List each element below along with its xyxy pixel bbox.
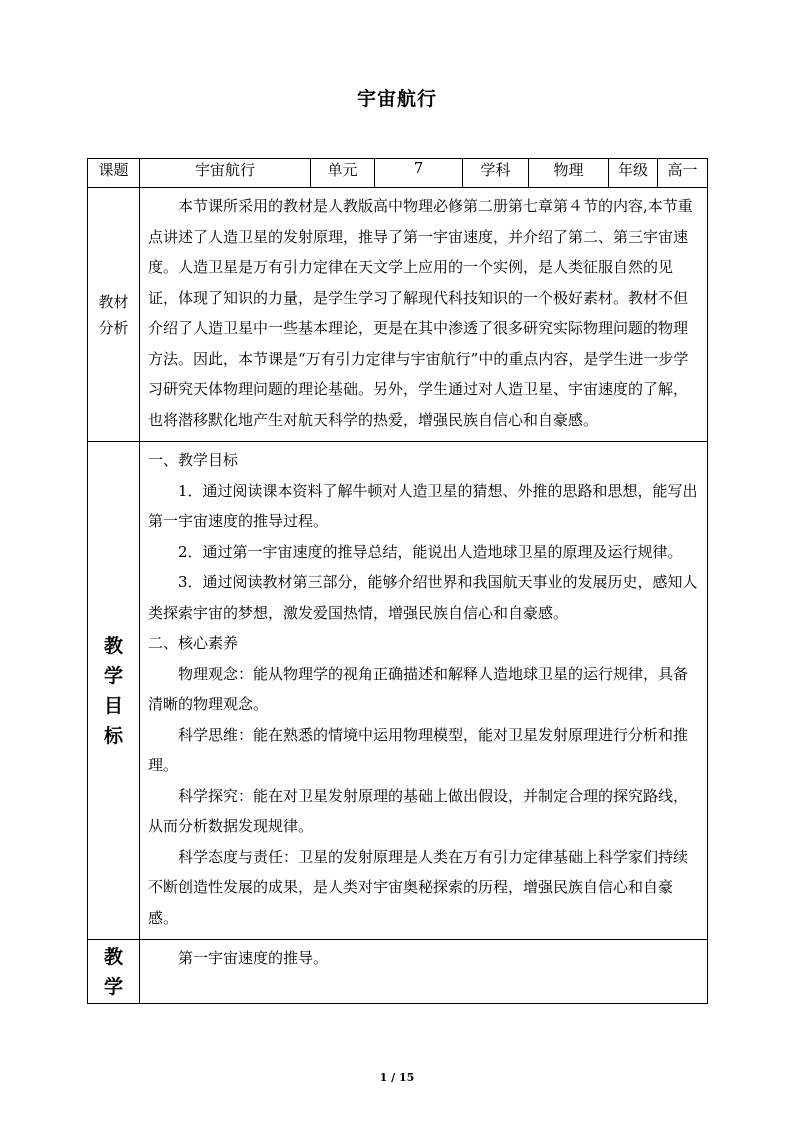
header-row xyxy=(88,159,708,188)
teaching-key-row xyxy=(88,940,708,1004)
material-analysis-text: 本节课所采用的教材是人教版高中物理必修第二册第七章第４节的内容,本节重点讲述了人造卫星的发射原理，推导了第一宇宙速度，并介绍了第二、第三宇宙速度。人造卫星是万有引力定律在天文学上应用的一个实例，是人类征服自然的见证，体现了知识的力量，是学生学习了解现代科技知识的一个极好素材。教材不但介绍了人造卫星中一些基本理论，更是在其中渗透了很多研究实际物理问题的物理方法。因此，本节课是“万有引力定律与宇宙航行”中的重点内容，是学生进一步学习研究天体物理问题的理论基础。另外，学生通过对人造卫星、宇宙速度的了解，也将潜移默化地产生对航天科学的热爱，增强民族自信心和自豪感。 xyxy=(148,197,693,429)
unit-label: 单元 xyxy=(311,159,375,188)
goal-item: 2．通过第一宇宙速度的推导总结，能说出人造地球卫星的原理及运行规律。 xyxy=(178,542,683,561)
goal-item: 3．通过阅读教材第三部分，能够介绍世界和我国航天事业的发展历史，感知人类探索宇宙的梦想，激发爱国热情，增强民族自信心和自豪感。 xyxy=(148,573,698,622)
page-number: 1 / 15 xyxy=(379,1071,415,1084)
subject-value: 物理 xyxy=(529,159,609,188)
section-heading: 一、教学目标 xyxy=(148,451,239,469)
document-title: 宇宙航行 xyxy=(356,88,437,110)
teaching-key-content xyxy=(140,940,708,1004)
unit-value: 7 xyxy=(375,159,463,188)
lesson-value: 宇宙航行 xyxy=(140,159,311,188)
teaching-key-label: 教 学 xyxy=(88,940,140,1004)
teaching-goals-label: 教 学 目 标 xyxy=(88,442,140,940)
lesson-label: 课题 xyxy=(88,159,140,188)
material-analysis-label: 教材 分析 xyxy=(88,188,140,442)
literacy-item: 物理观念：能从物理学的视角正确描述和解释人造地球卫星的运行规律，具备清晰的物理观念。 xyxy=(148,664,689,713)
lesson-plan-table xyxy=(87,158,708,1004)
grade-value: 高一 xyxy=(658,159,708,188)
section-heading: 二、核心素养 xyxy=(148,634,239,652)
literacy-item: 科学探究：能在对卫星发射原理的基础上做出假设，并制定合理的探究路线，从而分析数据发现规律。 xyxy=(148,786,689,835)
subject-label: 学科 xyxy=(463,159,529,188)
literacy-item: 科学思维：能在熟悉的情境中运用物理模型，能对卫星发射原理进行分析和推理。 xyxy=(148,725,689,774)
material-analysis-row xyxy=(88,188,708,442)
teaching-key-text: 第一宇宙速度的推导。 xyxy=(178,949,329,967)
material-analysis-content xyxy=(140,188,708,442)
literacy-item: 科学态度与责任：卫星的发射原理是人类在万有引力定律基础上科学家们持续不断创造性发展的成果，是人类对宇宙奥秘探索的历程，增强民族自信心和自豪感。 xyxy=(148,847,689,927)
teaching-goals-content xyxy=(140,442,708,940)
grade-label: 年级 xyxy=(609,159,658,188)
teaching-goals-row xyxy=(88,442,708,940)
goal-item: 1．通过阅读课本资料了解牛顿对人造卫星的猜想、外推的思路和思想，能写出第一宇宙速度的推导过程。 xyxy=(148,481,698,530)
